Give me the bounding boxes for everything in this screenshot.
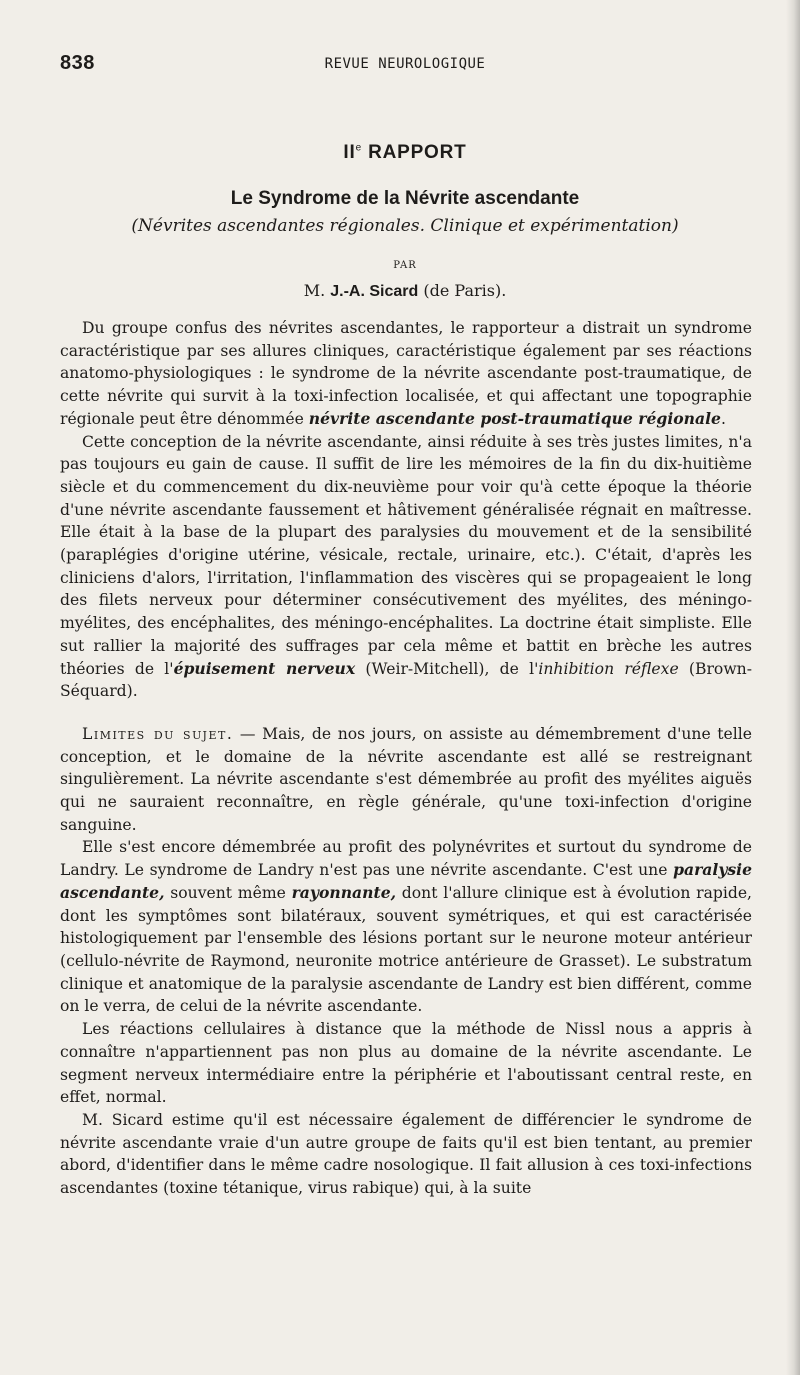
emphasis-term: rayonnante, [291,882,397,902]
paragraph-2-text-cont: (Weir-Mitchell), de l' [355,659,539,678]
paragraph-5-text: Les réactions cellulaires à distance que la méthode de Nissl nous a appris à connaître n'appartiennent pas non plus au domaine de la névrite ascendante. Le segment nerveux intermédiaire entre la périphérie et l'aboutissant central reste, en effet, normal. [60,1020,752,1107]
emphasis-term: névrite ascendante post-traumatique régionale [308,408,721,428]
report-word: RAPPORT [368,142,467,163]
paragraph-5 [60,1018,752,1109]
author-prefix: M. [303,281,326,300]
paragraph-4-text-cont: souvent même [164,883,292,902]
paragraph-4 [60,836,752,1018]
paragraph-4-end: dont l'allure clinique est à évolution rapide, dont les symptômes sont bilatéraux, souvent symétriques, et qui est caractérisée histologiquement par l'ensemble des lésions portant sur le neurone moteur antérieur (cellulo-névrite de Raymond, neuronite motrice antérieure de Grasset). Le substratum clinique et anatomique de la paralysie ascendante de Landry est bien différent, comme on le verra, de celui de la névrite ascendante. [60,883,753,1016]
emphasis-term: inhibition réflexe [538,659,679,678]
author-line [60,281,750,301]
page-header [60,52,750,82]
section-heading: Limites du sujet. [82,724,234,743]
main-title: Le Syndrome de la Névrite ascendante [230,188,580,209]
paragraph-1 [60,317,752,431]
report-numeral: II [343,142,356,163]
subtitle: (Névrites ascendantes régionales. Clinique et expérimentation) [131,216,679,236]
paragraph-6-text: M. Sicard estime qu'il est nécessaire également de différencier le syndrome de névrite ascendante vraie d'un autre groupe de faits qu'il est bien tentant, au premier abord, d'identifier dans le même cadre nosologique. Il fait allusion à ces toxi-infections ascendantes (toxine tétanique, virus rabique) qui, à la suite [60,1110,752,1198]
report-title [60,142,750,164]
paragraph-1-text: Du groupe confus des névrites ascendantes, le rapporteur a distrait un syndrome caractéristique par ses allures cliniques, caractéristique également par ses réactions anatomo-physiologiques : le syndrome de la névrite ascendante post-traumatique, de cette névrite qui survit à la toxi-infection localisée, et qui affectant une topographie régionale peut être dénommée [60,319,752,428]
paragraph-2-end: (Brown-Séquard). [60,659,752,701]
running-head: REVUE NEUROLOGIQUE [324,56,486,72]
par-label: PAR [393,260,417,271]
paragraph-6 [60,1109,752,1200]
paragraph-3 [60,723,752,837]
paragraph-2 [60,431,752,703]
body-text [60,317,752,1200]
emphasis-term: paralysie ascendante, [60,860,752,902]
report-superscript: e [355,142,362,154]
paragraph-4-text: Elle s'est encore démembrée au profit des polynévrites et surtout du syndrome de Landry. Le syndrome de Landry n'est pas une névrite ascendante. C'est une [60,838,752,880]
paragraph-3-text: — Mais, de nos jours, on assiste au démembrement d'une telle conception, et le domaine de la névrite ascendante est allé se restreignant singulièrement. La névrite ascendante s'est démembrée au profit des myélites aiguës qui ne sauraient reconnaître, en règle générale, qu'une toxi-infection d'origine sanguine. [60,724,752,834]
page-edge-shadow [786,0,800,1375]
paragraph-2-text: Cette conception de la névrite ascendante, ainsi réduite à ses très justes limites, n'a pas toujours eu gain de cause. Il suffit de lire les mémoires de la fin du dix-huitième siècle et du commencement du dix-neuvième pour voir qu'à cette époque la théorie d'une névrite ascendante faussement et hâtivement généralisée régnait en maîtresse. Elle était à la base de la plupart des paralysies du mouvement et de la sensibilité (paraplégies d'origine utérine, vésicale, rectale, urinaire, etc.). C'était, d'après les cliniciens d'alors, l'irritation, l'inflammation des viscères qui se propageaient le long des filets nerveux pour déterminer consécutivement des myélites, des méningo-myélites, des encéphalites, des méningo-encéphalites. La doctrine était simpliste. Elle sut rallier la majorité des suffrages par cela même et battit en brèche les autres théories de l' [60,432,752,678]
title-block [60,142,750,301]
author-name: J.-A. Sicard [330,283,419,300]
author-affiliation: (de Paris). [423,281,507,300]
emphasis-term: épuisement nerveux [173,658,356,678]
page-number: 838 [60,52,95,74]
paragraph-1-end: . [720,409,726,428]
